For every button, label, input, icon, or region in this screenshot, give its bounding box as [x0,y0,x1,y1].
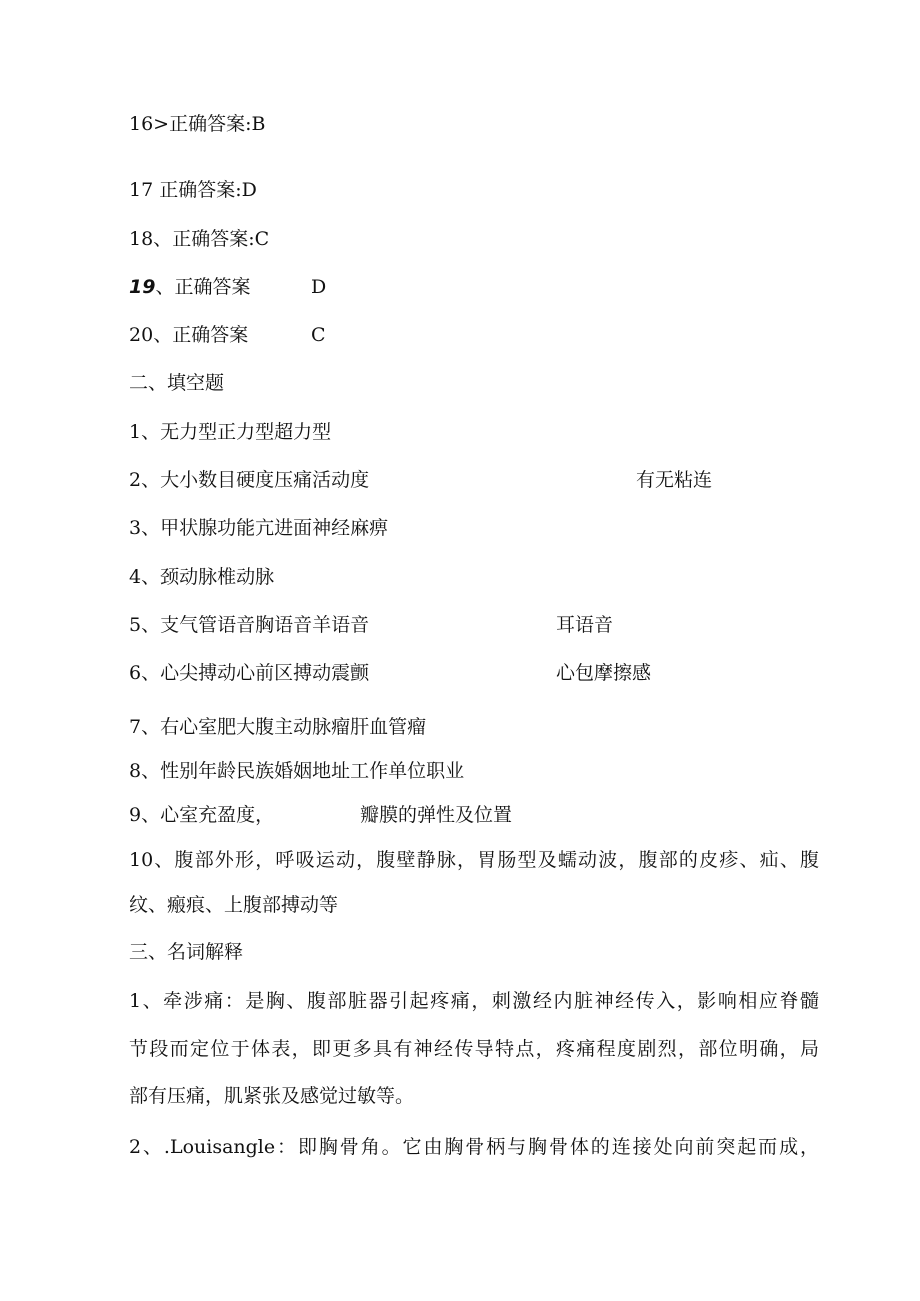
answer-number: 16> [129,113,170,135]
fill-item-8: 8、性别年龄民族婚姻地址工作单位职业 [129,760,465,782]
fill-item-3: 3、甲状腺功能亢进面神经麻痹 [129,517,389,539]
fill-item-9 [129,803,513,827]
fill-item-6 [129,661,652,685]
answer-number: 19 [129,276,156,298]
fill-item-7: 7、右心室肥大腹主动脉瘤肝血管瘤 [129,716,427,738]
term-1-line2: 节段而定位于体表，即更多具有神经传导特点，疼痛程度剧烈，部位明确，局 [129,1038,819,1060]
fill-item-extra: 心包摩擦感 [556,662,652,684]
answer-number: 20 [129,324,154,346]
answer-value: D [311,276,327,298]
answer-value: C [311,324,326,346]
section-heading-terms: 三、名词解释 [129,941,244,963]
fill-item-extra: 瓣膜的弹性及位置 [360,804,513,826]
fill-item-5 [129,613,614,637]
term-1-line3: 部有压痛，肌紧张及感觉过敏等。 [129,1085,415,1107]
fill-item-text: 9、心室充盈度， [129,804,275,826]
section-heading-fill-blank: 二、填空题 [129,372,225,394]
answer-16 [129,112,265,136]
fill-item-text: 2、大小数目硬度压痛活动度 [129,469,370,491]
answer-label: 正确答案: [172,228,255,250]
answer-separator: 、 [153,324,173,346]
answer-separator: 、 [155,276,175,298]
fill-item-text: 5、支气管语音胸语音羊语音 [129,614,370,636]
answer-20 [129,323,326,347]
answer-label: 正确答案 [174,276,251,298]
fill-item-10-line2: 纹、瘢痕、上腹部搏动等 [129,894,339,916]
fill-item-text: 6、心尖搏动心前区搏动震颤 [129,662,370,684]
fill-item-extra: 有无粘连 [636,469,713,491]
term-2-line1: 2、.Louisangle：即胸骨角。它由胸骨柄与胸骨体的连接处向前突起而成， [129,1136,819,1158]
answer-value: B [251,113,266,135]
answer-18 [129,227,269,251]
term-1-line1: 1、牵涉痛：是胸、腹部脏器引起疼痛，刺激经内脏神经传入，影响相应脊髓 [129,990,819,1012]
answer-number: 17 [129,179,154,201]
answer-value: D [241,179,257,201]
fill-item-10-line1: 10、腹部外形，呼吸运动，腹壁静脉，胃肠型及蠕动波，腹部的皮疹、疝、腹 [129,849,819,871]
answer-19 [129,275,327,299]
fill-item-4: 4、颈动脉椎动脉 [129,566,275,588]
fill-item-1: 1、无力型正力型超力型 [129,421,332,443]
answer-label: 正确答案: [169,113,252,135]
answer-label: 正确答案: [159,179,242,201]
answer-17 [129,178,257,202]
answer-label: 正确答案 [172,324,249,346]
fill-item-2 [129,468,713,492]
fill-item-extra: 耳语音 [556,614,614,636]
answer-number: 18、 [129,228,173,250]
answer-value: C [254,228,270,250]
